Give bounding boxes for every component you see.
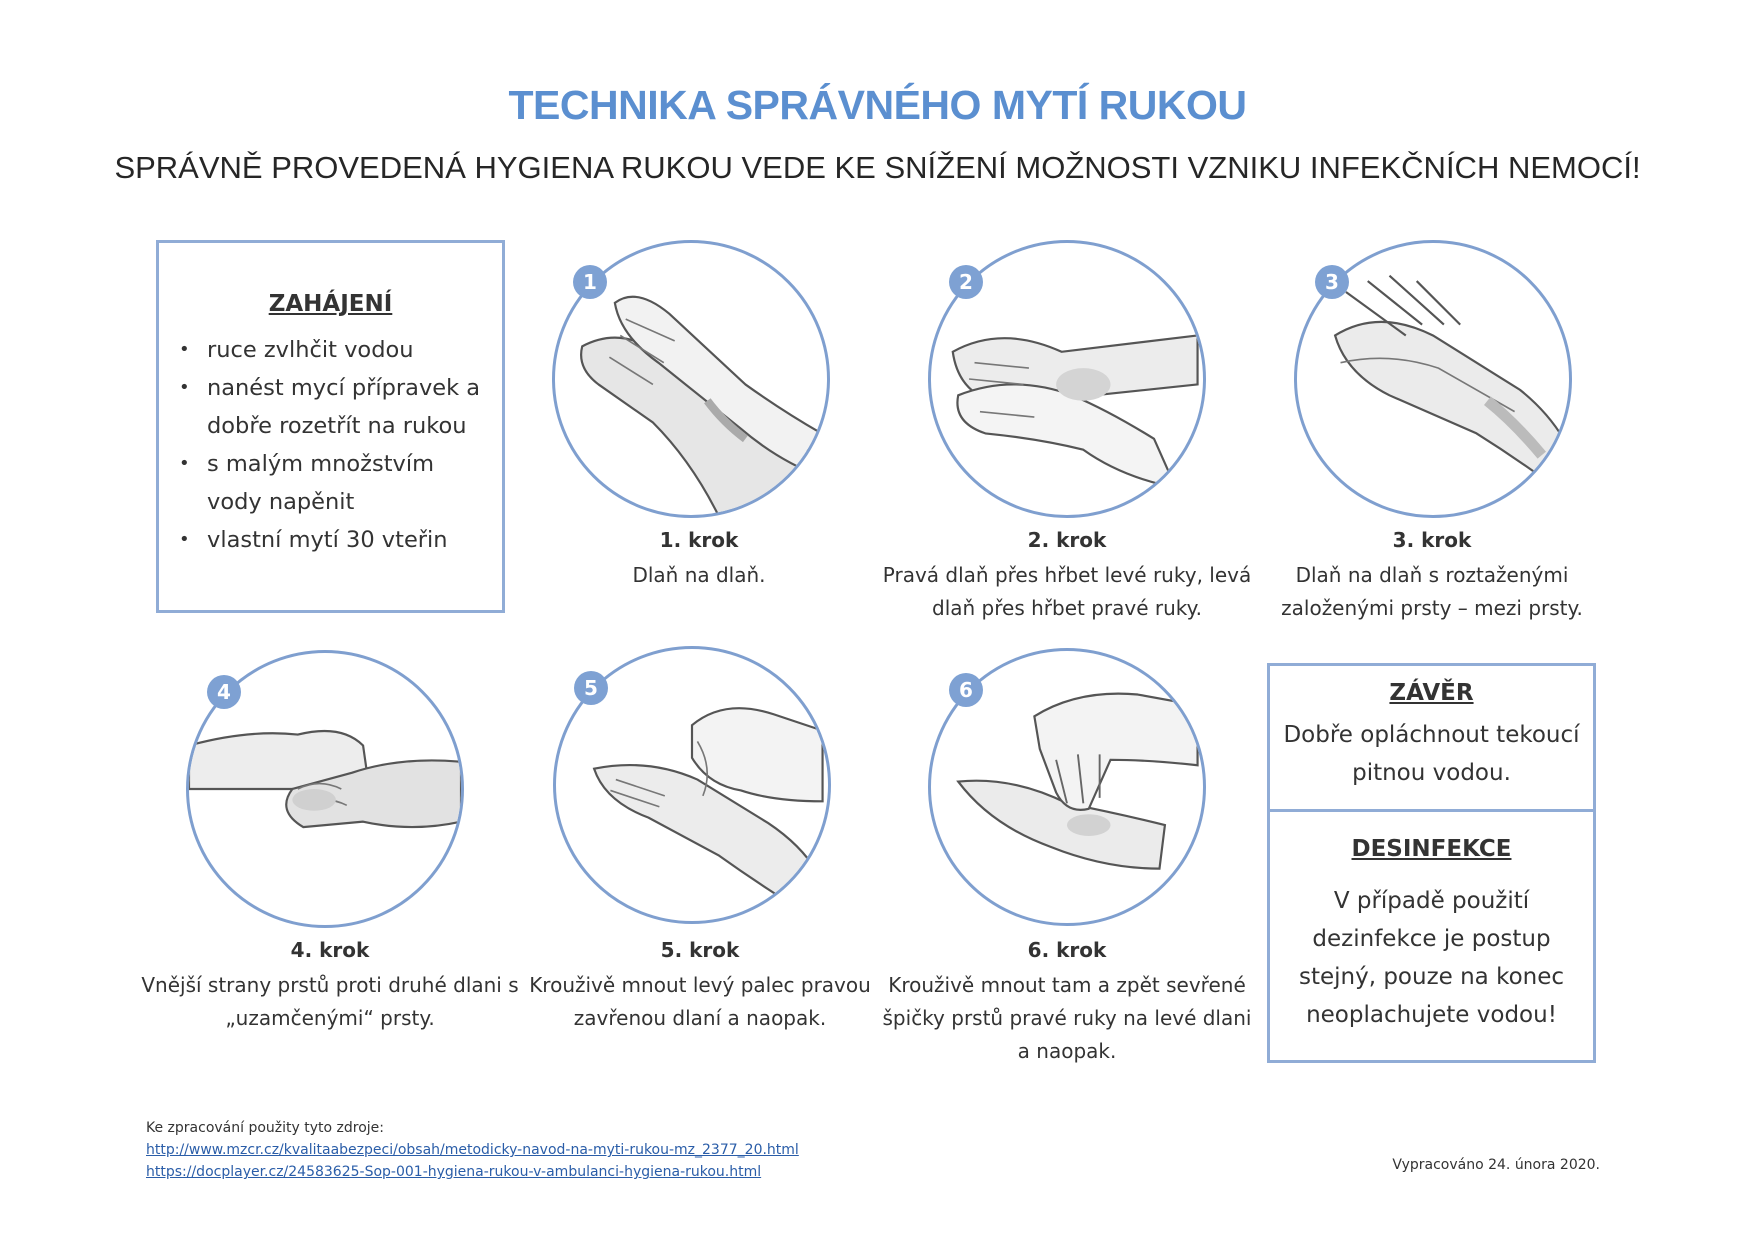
- end-box: [1267, 663, 1596, 1063]
- step-title: 1. krok: [659, 528, 739, 552]
- step-description: Dlaň na dlaň.: [632, 563, 766, 587]
- step-description: Vnější strany prstů proti druhé dlani s „uzamčenými“ prsty.: [141, 973, 519, 1030]
- source-link[interactable]: https://docplayer.cz/24583625-Sop-001-hygiena-rukou-v-ambulanci-hygiena-rukou.html: [146, 1164, 762, 1180]
- step-title: 2. krok: [1027, 528, 1107, 552]
- start-heading: ZAHÁJENÍ: [268, 291, 393, 317]
- divider: [1270, 809, 1593, 812]
- start-item: • ruce zvlhčit vodou: [177, 331, 492, 369]
- zaver-text: Dobře opláchnout tekoucí pitnou vodou.: [1283, 722, 1580, 786]
- step-number-badge: 1: [573, 265, 607, 299]
- step-number-badge: 6: [949, 673, 983, 707]
- step-title: 3. krok: [1392, 528, 1472, 552]
- step-number-badge: 4: [207, 675, 241, 709]
- zaver-section: [1270, 680, 1593, 792]
- desinfekce-section: [1270, 836, 1593, 1034]
- step-description: Pravá dlaň přes hřbet levé ruky, levá dlaň přes hřbet pravé ruky.: [882, 563, 1252, 620]
- step-title: 4. krok: [290, 938, 370, 962]
- zaver-heading: ZÁVĚR: [1389, 680, 1474, 706]
- page-title: TECHNIKA SPRÁVNÉHO MYTÍ RUKOU: [508, 82, 1247, 128]
- source-link[interactable]: http://www.mzcr.cz/kvalitaabezpeci/obsah/metodicky-navod-na-myti-rukou-mz_2377_20.html: [146, 1142, 799, 1158]
- step-description: Krouživě mnout tam a zpět sevřené špičky prstů pravé ruky na levé dlani a naopak.: [882, 973, 1252, 1063]
- step-description: Dlaň na dlaň s roztaženými založenými prsty – mezi prsty.: [1281, 563, 1583, 620]
- step-number-badge: 5: [574, 671, 608, 705]
- start-box: [156, 240, 505, 613]
- sources: [146, 1117, 799, 1183]
- sources-label: Ke zpracování použity tyto zdroje:: [146, 1120, 384, 1136]
- step-title: 5. krok: [660, 938, 740, 962]
- start-item: • s malým množstvím vody napěnit: [177, 445, 492, 521]
- step-title: 6. krok: [1027, 938, 1107, 962]
- start-list: [159, 331, 502, 559]
- page-subtitle: SPRÁVNĚ PROVEDENÁ HYGIENA RUKOU VEDE KE SNÍŽENÍ MOŽNOSTI VZNIKU INFEKČNÍCH NEMOCÍ!: [114, 150, 1641, 185]
- desinfekce-heading: DESINFEKCE: [1351, 836, 1512, 862]
- start-item: • nanést mycí přípravek a dobře rozetřít na rukou: [177, 369, 492, 445]
- date-note: Vypracováno 24. února 2020.: [1392, 1157, 1600, 1173]
- step-description: Krouživě mnout levý palec pravou zavřenou dlaní a naopak.: [529, 973, 871, 1030]
- desinfekce-text: V případě použití dezinfekce je postup stejný, pouze na konec neoplachujete vodou!: [1298, 888, 1565, 1028]
- step-number-badge: 2: [949, 265, 983, 299]
- start-item: • vlastní mytí 30 vteřin: [177, 521, 492, 559]
- step-number-badge: 3: [1315, 265, 1349, 299]
